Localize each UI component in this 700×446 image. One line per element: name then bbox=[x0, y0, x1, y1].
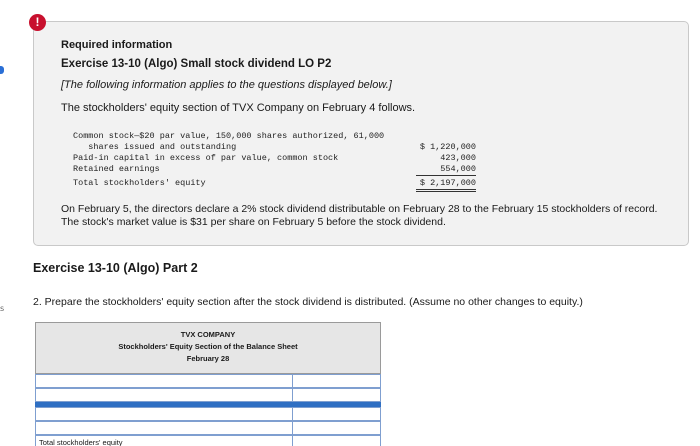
worksheet-row bbox=[35, 388, 381, 402]
total-equity-label: Total stockholders' equity bbox=[39, 438, 123, 446]
equity-line-label: Total stockholders' equity bbox=[73, 178, 206, 188]
equity-line-label: Common stock—$20 par value, 150,000 shares authorized, 61,000 bbox=[73, 131, 385, 141]
equity-line-amount: 554,000 bbox=[440, 164, 476, 174]
worksheet-header bbox=[35, 322, 381, 374]
total-double-underline-top bbox=[416, 189, 476, 190]
part-title: Exercise 13-10 (Algo) Part 2 bbox=[33, 261, 198, 275]
worksheet-row bbox=[35, 374, 381, 388]
alert-icon: ! bbox=[29, 14, 46, 31]
worksheet-date: February 28 bbox=[186, 354, 230, 363]
worksheet-total-row bbox=[35, 435, 381, 446]
equity-line-amount: 423,000 bbox=[440, 153, 476, 163]
worksheet-company: TVX COMPANY bbox=[180, 330, 236, 339]
intro-text: The stockholders' equity section of TVX Company on February 4 follows. bbox=[61, 102, 416, 114]
equity-line-label: Paid-in capital in excess of par value, common stock bbox=[73, 153, 339, 163]
applies-note: [The following information applies to the questions displayed below.] bbox=[61, 79, 392, 91]
equity-worksheet bbox=[35, 322, 381, 444]
left-margin-mark: s bbox=[0, 304, 5, 313]
exercise-title: Exercise 13-10 (Algo) Small stock dividend LO P2 bbox=[61, 58, 332, 70]
equity-line-label: Retained earnings bbox=[73, 164, 160, 174]
total-double-underline-bottom bbox=[416, 191, 476, 192]
required-information-title: Required information bbox=[61, 39, 173, 51]
dividend-note: On February 5, the directors declare a 2% stock dividend distributable on February 28 to the February 15 stockholders of record. The stock's market value is $31 per share on February 5 before the stock dividend. bbox=[61, 203, 658, 228]
worksheet-row bbox=[35, 421, 381, 435]
equity-line-label: shares issued and outstanding bbox=[73, 142, 237, 152]
equity-total-amount: $ 2,197,000 bbox=[419, 178, 476, 188]
worksheet-section-title: Stockholders' Equity Section of the Balance Sheet bbox=[118, 342, 298, 351]
total-amount-input[interactable] bbox=[294, 440, 380, 446]
worksheet-row bbox=[35, 407, 381, 421]
question-text: 2. Prepare the stockholders' equity section after the stock dividend is distributed. (Assume no other changes to equity.) bbox=[33, 296, 583, 308]
subtotal-underline bbox=[416, 175, 476, 176]
equity-line-amount: $ 1,220,000 bbox=[419, 142, 476, 152]
left-nav-indicator[interactable] bbox=[0, 66, 4, 74]
